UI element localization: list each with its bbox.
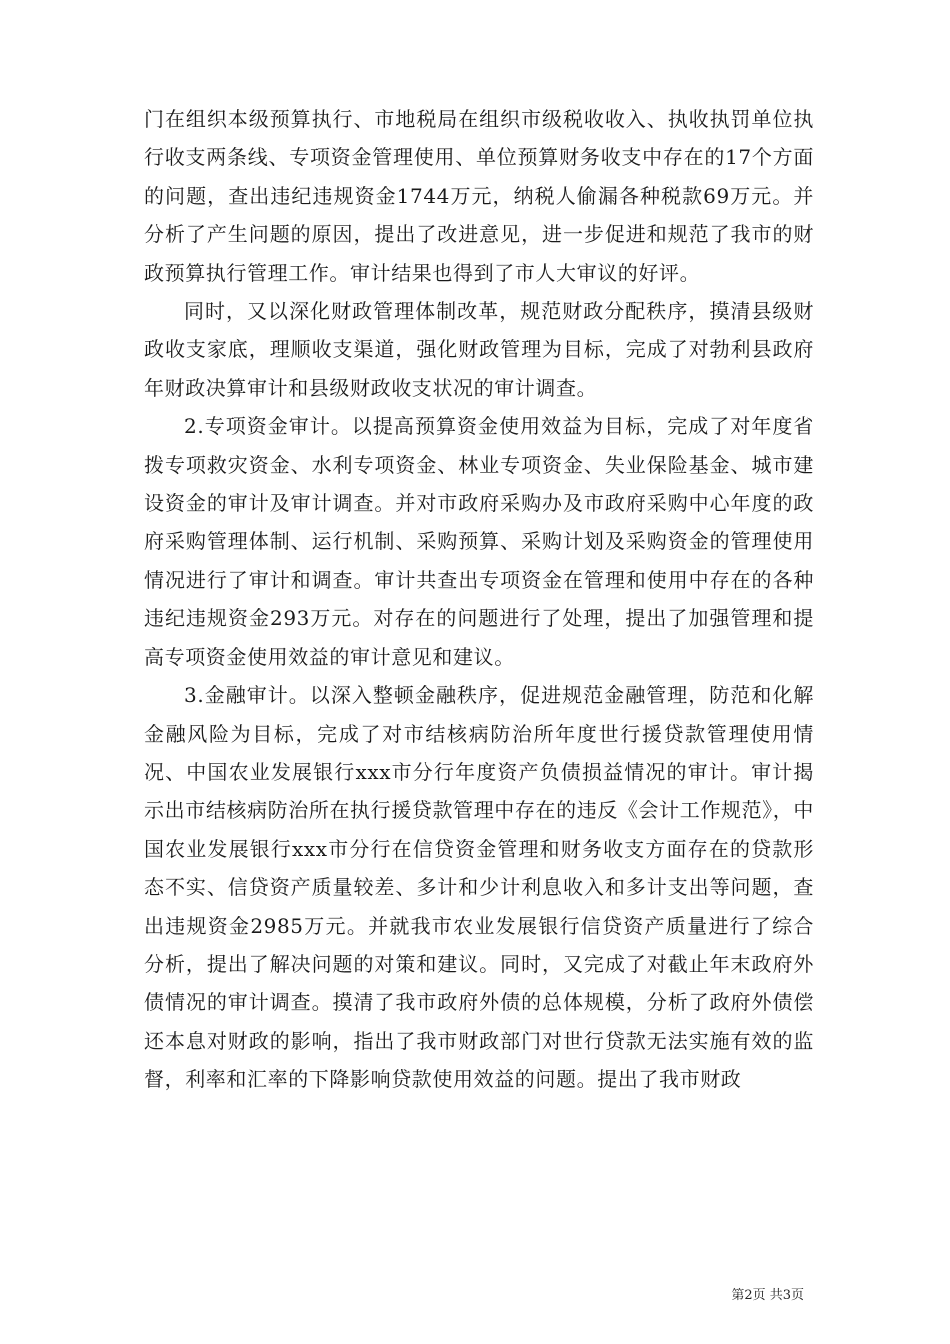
page-number-footer: 第2页 共3页 [731,1288,804,1303]
paragraph-continuation: 门在组织本级预算执行、市地税局在组织市级税收收入、执收执罚单位执行收支两条线、专项资金管理使用、单位预算财务收支中存在的17个方面的问题，查出违纪违规资金1744万元，纳税人偷漏各种税款69万元。并分析了产生问题的原因，提出了改进意见，进一步促进和规范了我市的财政预算执行管理工作。审计结果也得到了市人大审议的好评。 [144,107,814,285]
paragraph-county-finance: 同时，又以深化财政管理体制改革，规范财政分配秩序，摸清县级财政收支家底，理顺收支渠道，强化财政管理为目标，完成了对勃利县政府年财政决算审计和县级财政收支状况的审计调查。 [144,299,814,400]
body-text [144,100,814,1099]
paragraph-special-funds-audit: 2.专项资金审计。以提高预算资金使用效益为目标，完成了对年度省拨专项救灾资金、水利专项资金、林业专项资金、失业保险基金、城市建设资金的审计及审计调查。并对市政府采购办及市政府采购中心年度的政府采购管理体制、运行机制、采购预算、采购计划及采购资金的管理使用情况进行了审计和调查。审计共查出专项资金在管理和使用中存在的各种违纪违规资金293万元。对存在的问题进行了处理，提出了加强管理和提高专项资金使用效益的审计意见和建议。 [144,414,814,669]
paragraph-financial-audit: 3.金融审计。以深入整顿金融秩序，促进规范金融管理，防范和化解金融风险为目标，完成了对市结核病防治所年度世行援贷款管理使用情况、中国农业发展银行xxx市分行年度资产负债损益情况的审计。审计揭示出市结核病防治所在执行援贷款管理中存在的违反《会计工作规范》，中国农业发展银行xxx市分行在信贷资金管理和财务收支方面存在的贷款形态不实、信贷资产质量较差、多计和少计利息收入和多计支出等问题，查出违规资金2985万元。并就我市农业发展银行信贷资产质量进行了综合分析，提出了解决问题的对策和建议。同时，又完成了对截止年末政府外债情况的审计调查。摸清了我市政府外债的总体规模，分析了政府外债偿还本息对财政的影响，指出了我市财政部门对世行贷款无法实施有效的监督，利率和汇率的下降影响贷款使用效益的问题。提出了我市财政 [144,683,814,1092]
